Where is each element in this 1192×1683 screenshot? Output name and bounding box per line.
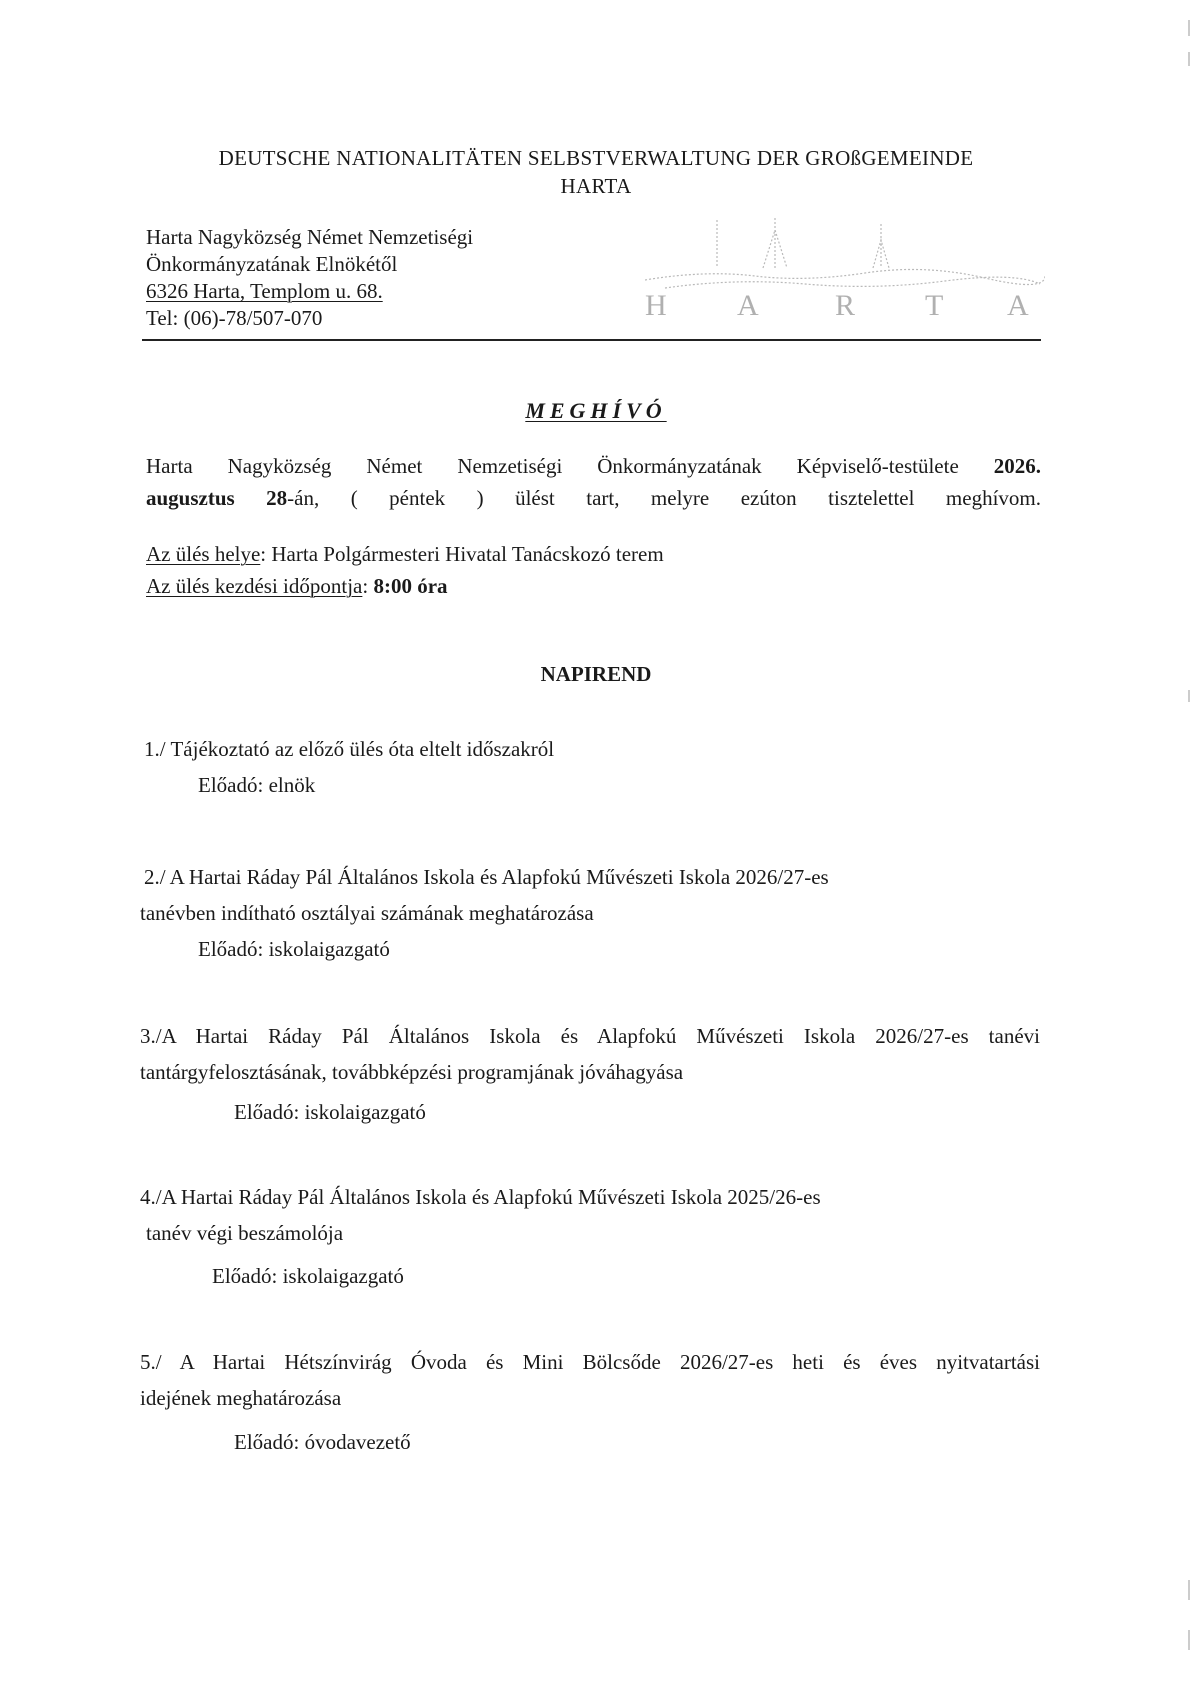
invitation-paragraph [146, 450, 1041, 514]
logo-letter-t: T [925, 289, 946, 318]
organization-name-line2: HARTA [560, 174, 632, 198]
sender-name-line2: Önkormányzatának Elnökétől [146, 252, 398, 276]
agenda-item-4-text: 4./A Hartai Ráday Pál Általános Iskola és Alapfokú Művészeti Iskola 2025/26-es [140, 1185, 821, 1209]
logo-letter-r: R [835, 289, 858, 318]
intro-line1: Harta Nagyközség Német Nemzetiségi Önkormányzatának Képviselő-testülete 2026. [146, 454, 1042, 478]
logo-letter-a2: A [1007, 289, 1031, 318]
agenda-item-2-presenter: Előadó: iskolaigazgató [198, 937, 390, 961]
scan-edge-marks [1186, 0, 1192, 1683]
agenda-item-2-text-cont: tanévben indítható osztályai számának meghatározása [140, 901, 594, 925]
agenda-item-1-presenter: Előadó: elnök [198, 773, 316, 797]
meeting-year: 2026. [993, 454, 1042, 478]
sender-address: 6326 Harta, Templom u. 68. [146, 279, 383, 303]
organization-header [0, 144, 1192, 200]
header-divider [142, 339, 1041, 341]
sender-name-line1: Harta Nagyközség Német Nemzetiségi [146, 225, 474, 249]
logo-letter-a1: A [737, 289, 761, 318]
sender-phone: Tel: (06)-78/507-070 [146, 306, 323, 330]
agenda-item-4-presenter: Előadó: iskolaigazgató [212, 1264, 404, 1288]
harta-village-logo [645, 218, 1045, 318]
organization-name-line1: DEUTSCHE NATIONALITÄTEN SELBSTVERWALTUNG DER GROßGEMEINDE [218, 146, 974, 170]
agenda-item-3-text: 3./A Hartai Ráday Pál Általános Iskola és Alapfokú Művészeti Iskola 2026/27-es tanévi [140, 1024, 1040, 1048]
meeting-details [146, 538, 664, 602]
logo-letter-h: H [645, 289, 669, 318]
intro-line2: augusztus 28-án, ( péntek ) ülést tart, melyre ezúton tisztelettel meghívom. [146, 486, 1042, 510]
agenda-item-5-text-cont: idejének meghatározása [140, 1386, 342, 1410]
document-title: MEGHÍVÓ [525, 398, 667, 423]
agenda-item-3-presenter: Előadó: iskolaigazgató [234, 1100, 426, 1124]
agenda-item-2-text: 2./ A Hartai Ráday Pál Általános Iskola és Alapfokú Művészeti Iskola 2026/27-es [144, 865, 829, 889]
meeting-time: Az ülés kezdési időpontja: 8:00 óra [146, 574, 448, 598]
agenda-item-3-text-cont: tantárgyfelosztásának, továbbképzési programjának jóváhagyása [140, 1060, 684, 1084]
agenda-item-1-text: 1./ Tájékoztató az előző ülés óta eltelt időszakról [144, 737, 555, 761]
meeting-place: Az ülés helye: Harta Polgármesteri Hivatal Tanácskozó terem [146, 542, 664, 566]
sender-block [146, 224, 473, 332]
agenda-item-5-text: 5./ A Hartai Hétszínvirág Óvoda és Mini Bölcsőde 2026/27-es heti és éves nyitvatartási [140, 1350, 1040, 1374]
agenda-item-5-presenter: Előadó: óvodavezető [234, 1430, 411, 1454]
meeting-date: augusztus 28 [146, 486, 288, 510]
agenda-title: NAPIREND [540, 662, 652, 686]
agenda-item-4-text-cont: tanév végi beszámolója [146, 1221, 344, 1245]
